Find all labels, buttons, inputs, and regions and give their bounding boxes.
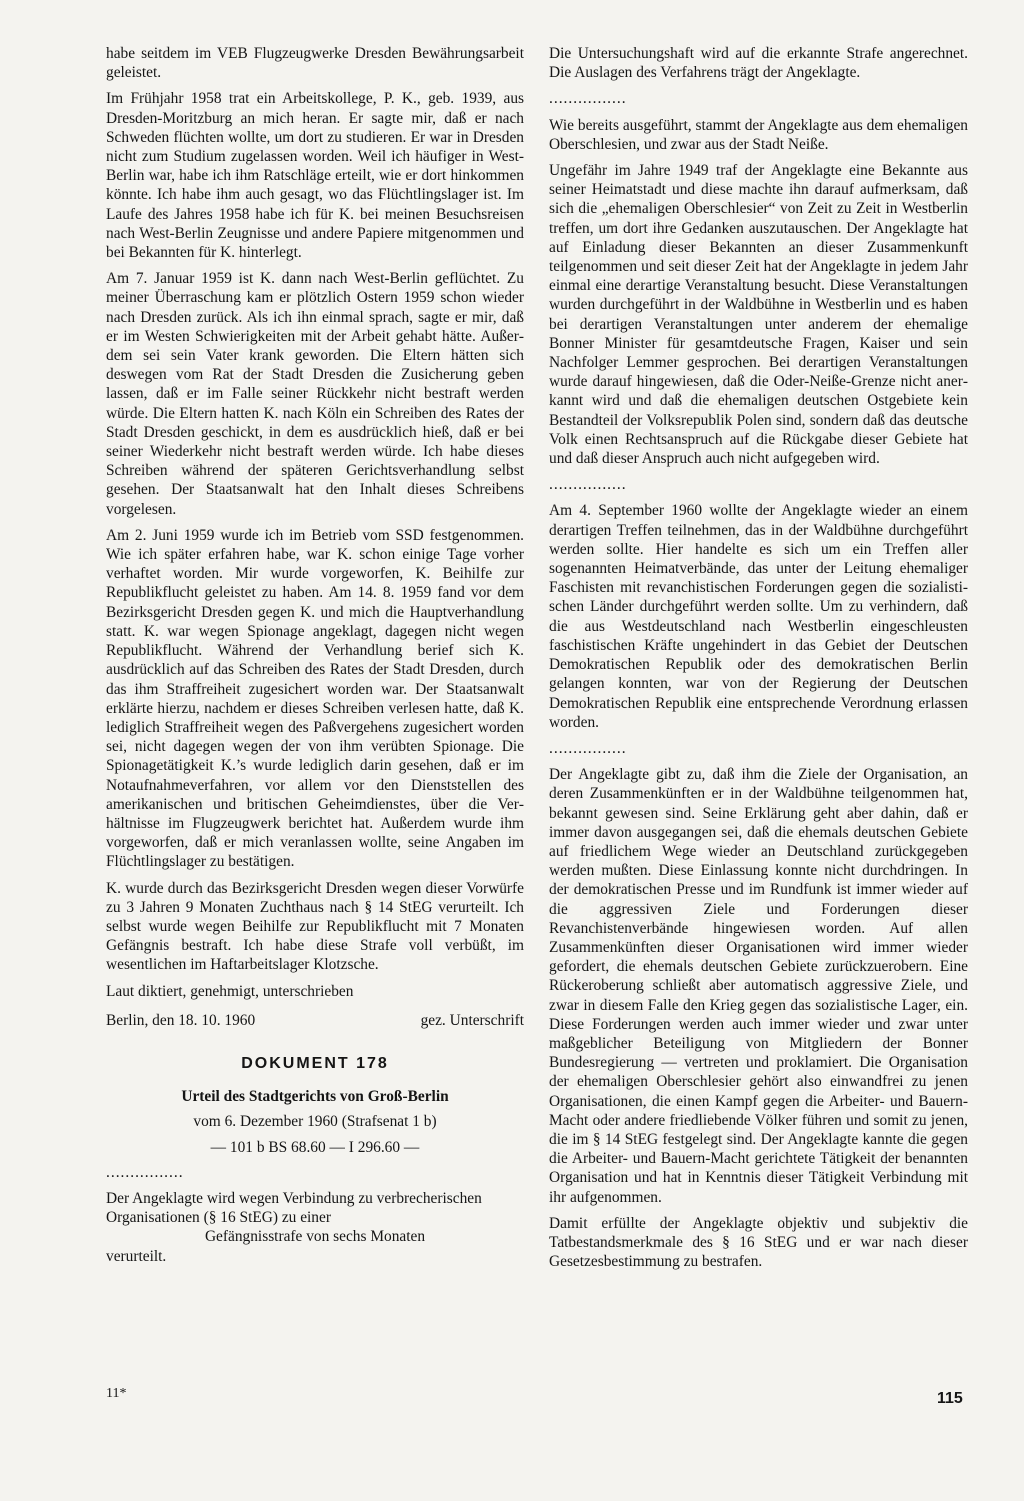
signature-row xyxy=(106,1011,524,1030)
paragraph: Die Untersuchungshaft wird auf die erkannte Strafe angerechnet. Die Auslagen des Verfahrens trägt der Angeklagte. xyxy=(549,45,968,82)
verdict-line: Der Angeklagte wird wegen Verbindung zu verbrecherischen Organisationen (§ 16 StEG) zu einer xyxy=(106,1189,482,1227)
paragraph: Im Frühjahr 1958 trat ein Arbeitskollege, P. K., geb. 1939, aus Dresden-Moritzburg an mich heran. Er sagte mir, daß er nach Schweden flüchten wollte, um dort zu studieren. Er war in Dresden nicht zum Studium zugelassen worden. Weil ich häufiger in West-Berlin war, habe ich ihm Ratschläge erteilt, wie er dort hinkommen könnte. Ich habe ihm auch gesagt, wo das Flüchtlingslager ist. Im Laufe des Jahres 1958 habe ich für K. bei meinen Besuchsreisen nach West-Berlin Zeugnisse und andere Papiere mitgenommen und bei Bekannten für K. hinterlegt. xyxy=(106,90,524,262)
paragraph: Damit erfüllte der Angeklagte objektiv und subjektiv die Tatbestandsmerkmale des § 16 StEG und er war nach dieser Gesetzesbestimmung zu bestrafen. xyxy=(549,1214,968,1271)
document-reference: — 101 b BS 68.60 — I 296.60 — xyxy=(210,1138,420,1156)
verdict-sentence: Gefängnisstrafe von sechs Monaten xyxy=(204,1228,426,1246)
ellipsis-separator: ................ xyxy=(549,476,627,494)
paragraph: Ungefähr im Jahre 1949 traf der Angeklagte eine Bekannte aus seiner Heimatstadt und diese machte ihn darauf aufmerksam, daß sich die „ehemaligen Oberschlesier“ von Zeit zu Zeit in Westberlin treffen, um dort ihre Gedanken auszutauschen. Der Angeklagte hat auf Einladung dieser Bekannten an dieser Zusammenkunft teilgenommen und seit dieser Zeit hat der Angeklagte in jedem Jahr einmal eine derartige Veranstaltung besucht. Diese Veranstaltungen wurden durchgeführt in der Waldbühne in Westberlin und es haben bei derartigen Veranstaltungen unter anderem der ehemalige Bonner Minister für gesamtdeutsche Fragen, Kaiser und sein Nachfolger Lemmer gesprochen. Bei derartigen Veranstaltungen wurde darauf hingewiesen, daß die Oder-Neiße-Grenze nicht anerkannt wird und daß die ehemaligen deutschen Ostgebiete kein Bestandteil der Volksrepublik Polen sind, sondern daß das deutsche Volk einen Rechtsanspruch auf die Rückgabe dieser Gebiete hat und daß dieser Anspruch auch nicht aufgegeben wird. xyxy=(549,162,968,468)
paragraph: Der Angeklagte gibt zu, daß ihm die Ziele der Organisation, an deren Zusammenkünften er in der Waldbühne teilgenommen hat, bekannt gewesen sind. Seine Erklärung geht aber dahin, daß er immer davon ausgegangen sei, daß die ehemals deutschen Gebiete auf friedlichem Wege wieder an Deutschland zurückgegeben werden mußten. Diese Einlassung konnte nicht durchdringen. In der demokratischen Presse und im Rundfunk ist immer wieder auf die aggressiven Ziele und Forderungen dieser Revanchistenverbände hingewiesen worden. Auf allen Zusammenkünften dieser Organisationen wird immer wieder gefordert, die ehemals deutschen Gebiete zurückzuerobern. Eine Rückeroberung schließt aber automatisch aggressive Ziele, und zwar in diesem Falle den Krieg gegen das sozialistische Lager, ein. Diese Forderungen werden auch immer wieder und zwar unter maßgeblicher Beteiligung von Mitgliedern der Bonner Bundesregierung — vertreten und proklamiert. Die Organisation der ehemaligen Oberschlesier gehört also einwandfrei zu jenen Organisationen, die einen Kampf gegen die Arbeiter- und Bauern-Macht oder andere friedliebende Völker führen und somit zu jenen, die im § 14 StEG festgelegt sind. Der Angeklagte kannte die gegen die Arbeiter- und Bauern-Macht gerichtete Tätigkeit der benannten Organisation und hat in Kenntnis dieser Tätigkeit Verbindung mit ihr aufgenommen. xyxy=(549,766,968,1206)
paragraph: Laut diktiert, genehmigt, unterschrieben xyxy=(106,982,354,1000)
paragraph: Am 7. Januar 1959 ist K. dann nach West-Berlin geflüchtet. Zu meiner Überraschung kam er plötzlich Ostern 1959 schon wieder nach Dresden zurück. Als ich ihn einmal sprach, sagte er mir, daß er im Westen Schwierigkeiten mit der Arbeit gehabt hätte. Außerdem sei sein Vater krank geworden. Die Eltern hätten sich deswegen vom Rat der Stadt Dresden die Zusicherung geben lassen, daß er im Falle seiner Rückkehr nicht bestraft werden würde. Die Eltern hatten K. nach Köln ein Schreiben des Rates der Stadt Dresden geschickt, in dem es ausdrücklich hieß, daß er bei seiner Wiederkehr nicht bestraft werden würde. Ich habe dieses Schreiben während der späteren Gerichtsverhandlung selbst gesehen. Der Staatsanwalt hat den Inhalt dieses Schreibens vorgelesen. xyxy=(106,270,524,518)
document-date: vom 6. Dezember 1960 (Strafsenat 1 b) xyxy=(193,1113,437,1131)
left-column xyxy=(106,44,524,1266)
ellipsis-separator: ................ xyxy=(549,739,627,757)
paragraph: Am 4. September 1960 wollte der Angeklagte wieder an einem derartigen Treffen teilnehmen, das in der Waldbühne durchgeführt werden sollte. Hier handelte es sich um ein Treffen aller sogenannten Heimatverbände, das unter der Leitung ehemaliger Faschisten mit revanchistischen Forderungen gegen die sozialistischen Länder durchgeführt werden sollte. Um zu verhindern, daß die aus Westdeutschland nach Westberlin eingeschleusten faschistischen Kräfte ungehindert in das Gebiet der Deutschen Demokratischen Republik oder des demokratischen Berlin gelangen konnten, war von der Regierung der Deutschen Demokratischen Republik eine entsprechende Verordnung erlassen worden. xyxy=(549,502,968,731)
paragraph: Am 2. Juni 1959 wurde ich im Betrieb vom SSD festgenommen. Wie ich später erfahren habe, war K. schon einige Tage vorher verhaftet worden. Mir wurde vorgeworfen, K. Beihilfe zur Republikflucht geleistet zu haben. Am 14. 8. 1959 fand vor dem Bezirksgericht Dresden gegen K. und mich die Hauptverhandlung statt. K. war wegen Spionage angeklagt, dagegen nicht wegen Republikflucht. Während der Verhandlung berief sich K. ausdrücklich auf das Schreiben des Rates der Stadt Dresden, durch das ihm Straffreiheit zugesichert worden war. Der Staatsanwalt erklärte hierzu, nachdem er dieses Schreiben verlesen hatte, daß K. lediglich Straffreiheit wegen des Paßvergehens zugesichert worden sei, nicht dagegen wegen der von ihm verübten Spionage. Die Spionagetätigkeit K.’s wurde lediglich darin gesehen, daß er im Notaufnahmeverfahren, vor allem vor den Dienststellen des amerikanischen und britischen Geheimdienstes, über die Verhältnisse im Flugzeugwerk berichtet hat. Außerdem wurde ihm vorgeworfen, daß er mich veranlassen wollte, seine Angaben im Flüchtlingslager zu bestätigen. xyxy=(106,526,524,871)
paragraph: Wie bereits ausgeführt, stammt der Angeklagte aus dem ehemaligen Oberschlesien, und zwar aus der Stadt Neiße. xyxy=(549,116,968,153)
ellipsis-separator: ................ xyxy=(549,90,627,108)
page-number: 115 xyxy=(937,1390,963,1407)
document-heading: DOKUMENT 178 xyxy=(241,1054,389,1072)
paragraph: habe seitdem im VEB Flugzeugwerke Dresden Bewährungsarbeit geleistet. xyxy=(106,45,524,82)
paragraph: K. wurde durch das Bezirksgericht Dresden wegen dieser Vorwürfe zu 3 Jahren 9 Monaten Zuchthaus nach § 14 StEG verurteilt. Ich selbst wurde wegen Beihilfe zur Republikflucht mit 7 Monaten Gefängnis bestraft. Ich habe diese Strafe voll verbüßt, im wesentlichen im Haftarbeitslager Klotzsche. xyxy=(106,879,524,974)
ellipsis-separator: ................ xyxy=(106,1163,184,1181)
document-title: Urteil des Stadtgerichts von Groß-Berlin xyxy=(181,1088,449,1106)
right-column xyxy=(549,44,968,1278)
verdict xyxy=(106,1189,524,1266)
signature: gez. Unterschrift xyxy=(420,1011,524,1029)
place-date: Berlin, den 18. 10. 1960 xyxy=(106,1011,256,1029)
signature-mark: 11* xyxy=(106,1386,127,1401)
verdict-line: verurteilt. xyxy=(106,1247,167,1265)
